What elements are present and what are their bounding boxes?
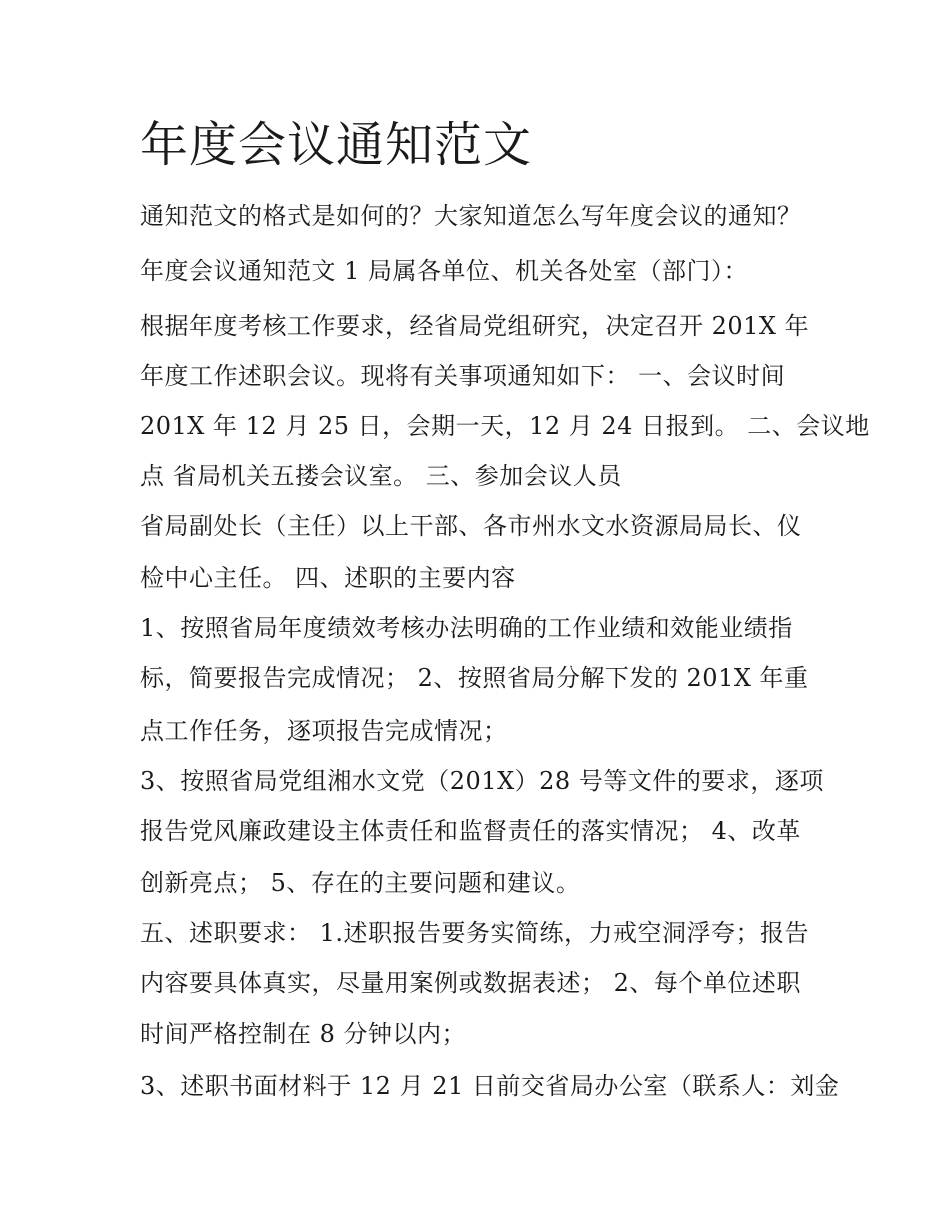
- body-line-11: 点工作任务，逐项报告完成情况；: [140, 717, 508, 745]
- body-line-6: 点 省局机关五搂会议室。 三、参加会议人员: [140, 462, 622, 490]
- body-line-7: 省局副处长（主任）以上干部、各市州水文水资源局局长、仪: [140, 512, 802, 540]
- document-title: 年度会议通知范文: [140, 117, 533, 173]
- body-line-18: 3、述职书面材料于 12 月 21 日前交省局办公室（联系人：刘金: [140, 1072, 840, 1100]
- body-line-5: 201X 年 12 月 25 日，会期一天，12 月 24 日报到。 二、会议地: [140, 412, 870, 440]
- body-line-17: 时间严格控制在 8 分钟以内；: [140, 1020, 467, 1048]
- body-line-1: 通知范文的格式是如何的？大家知道怎么写年度会议的通知？: [140, 202, 802, 230]
- body-line-16: 内容要具体真实，尽量用案例或数据表述； 2、每个单位述职: [140, 969, 801, 997]
- body-line-13: 报告党风廉政建设主体责任和监督责任的落实情况； 4、改革: [140, 817, 801, 845]
- body-line-4: 年度工作述职会议。现将有关事项通知如下： 一、会议时间: [140, 362, 786, 390]
- body-line-8: 检中心主任。 四、述职的主要内容: [140, 564, 516, 592]
- body-line-9: 1、按照省局年度绩效考核办法明确的工作业绩和效能业绩指: [140, 614, 793, 642]
- body-line-10: 标，简要报告完成情况； 2、按照省局分解下发的 201X 年重: [140, 664, 809, 692]
- body-line-3: 根据年度考核工作要求，经省局党组研究，决定召开 201X 年: [140, 312, 810, 340]
- body-line-2: 年度会议通知范文 1 局属各单位、机关各处室（部门）：: [140, 257, 749, 285]
- body-line-14: 创新亮点； 5、存在的主要问题和建议。: [140, 869, 581, 897]
- body-line-12: 3、按照省局党组湘水文党（201X）28 号等文件的要求，逐项: [140, 767, 824, 795]
- body-line-15: 五、述职要求： 1.述职报告要务实简练，力戒空洞浮夸；报告: [140, 919, 810, 947]
